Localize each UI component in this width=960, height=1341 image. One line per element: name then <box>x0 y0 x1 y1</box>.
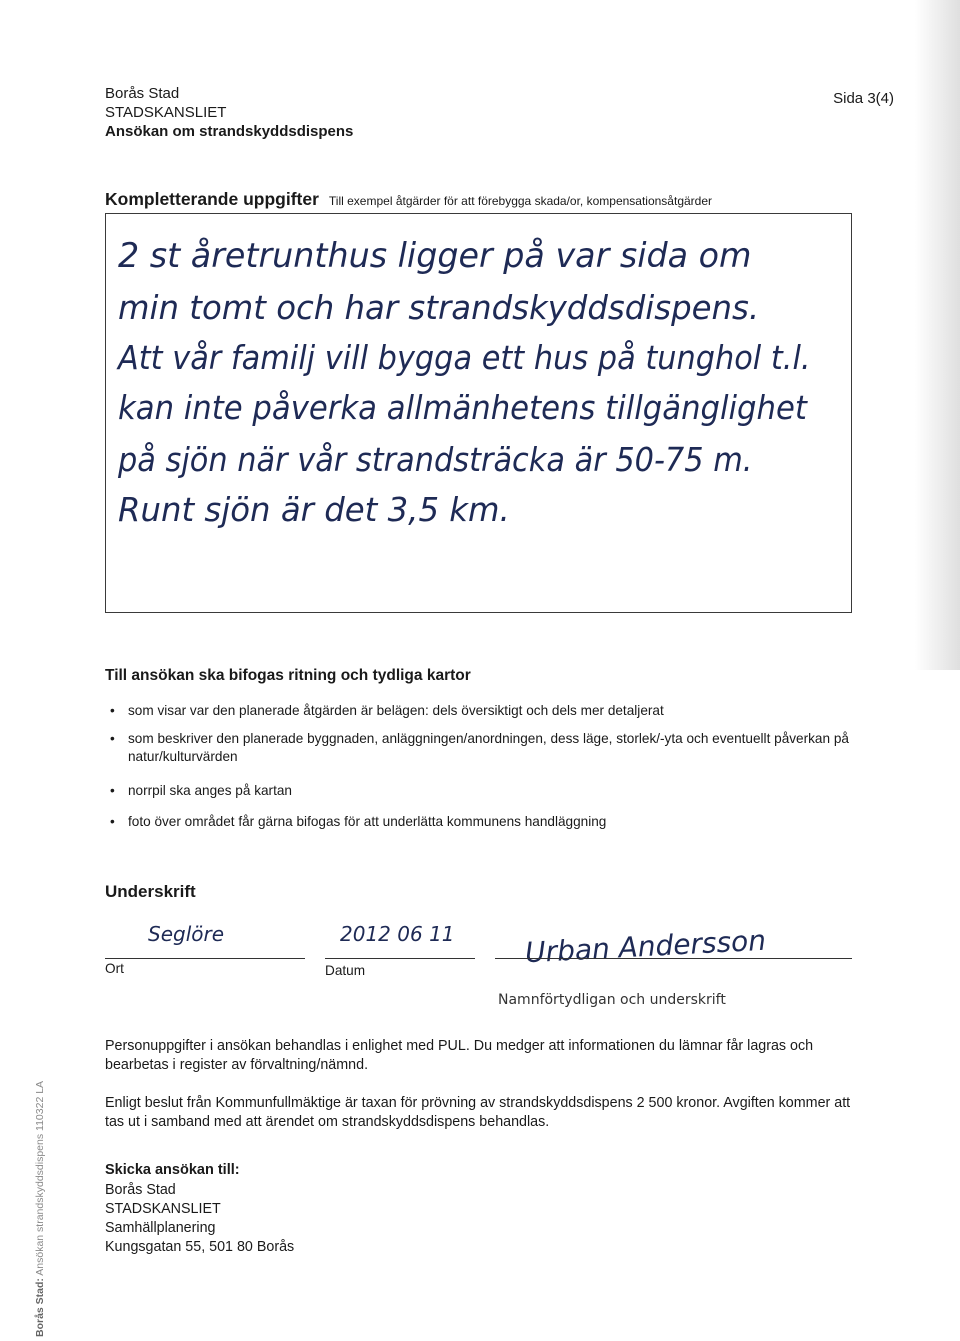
scan-shadow <box>915 0 960 670</box>
handwritten-line: min tomt och har strandskyddsdispens. <box>118 288 760 327</box>
header-dept: STADSKANSLIET <box>105 104 227 121</box>
address-line: Samhällplanering <box>105 1220 216 1236</box>
signature-title: Underskrift <box>105 882 196 901</box>
supplementary-title <box>105 189 712 210</box>
list-item: • norrpil ska anges på kartan <box>110 783 292 798</box>
fee-notice: Enligt beslut från Kommunfullmäktige är taxan för prövning av strandskyddsdispens 2 500 kronor. Avgiften kommer att tas ut i samband med att ärendet om strandskyddsdispens behandlas. <box>105 1095 851 1130</box>
date-field[interactable] <box>325 958 475 959</box>
date-label: Datum <box>325 963 366 978</box>
address-line: Borås Stad <box>105 1182 176 1198</box>
side-label: Borås Stad: Ansökan strandskyddsdispens 110322 LA <box>34 1080 46 1337</box>
address-line: STADSKANSLIET <box>105 1201 221 1217</box>
pul-notice: Personuppgifter i ansökan behandlas i enlighet med PUL. Du medger att informationen du lämnar får lagras och bearbetas i register av förvaltning/nämnd. <box>105 1038 814 1073</box>
signature-handwritten: Urban Andersson <box>524 923 767 970</box>
supplementary-heading: Kompletterande uppgifter <box>105 189 319 209</box>
attachments-title: Till ansökan ska bifogas ritning och tydliga kartor <box>105 667 471 684</box>
signature-field[interactable] <box>495 958 852 959</box>
address-line: Kungsgatan 55, 501 80 Borås <box>105 1239 295 1255</box>
handwritten-line: Att vår familj vill bygga ett hus på tunghol t.l. <box>118 338 811 377</box>
handwritten-line: Runt sjön är det 3,5 km. <box>118 490 510 529</box>
handwritten-line: på sjön när vår strandsträcka är 50-75 m. <box>118 440 753 479</box>
place-field[interactable] <box>105 958 305 959</box>
list-item: • foto över området får gärna bifogas för att underlätta kommunens handläggning <box>110 814 607 829</box>
list-item: • som beskriver den planerade byggnaden, anläggningen/anordningen, dess läge, storlek/-yta och eventuellt påverkan på natur/kulturvärden <box>110 731 849 764</box>
header-org: Borås Stad <box>105 85 180 102</box>
supplementary-hint: Till exempel åtgärder för att förebygga skada/or, kompensationsåtgärder <box>328 194 713 208</box>
place-label: Ort <box>105 961 124 976</box>
handwritten-line: kan inte påverka allmänhetens tillgänglighet <box>118 388 807 427</box>
date-handwritten: 2012 06 11 <box>340 922 455 946</box>
name-label: Namnförtydligan och underskrift <box>498 992 726 1008</box>
list-item: • som visar var den planerade åtgärden är belägen: dels översiktigt och dels mer detaljerat <box>110 703 664 718</box>
handwritten-line: 2 st åretrunthus ligger på var sida om <box>118 236 752 276</box>
page-number: Sida 3(4) <box>833 90 894 107</box>
send-to-title: Skicka ansökan till: <box>105 1162 240 1178</box>
place-handwritten: Seglöre <box>148 922 225 946</box>
header-doc-title: Ansökan om strandskyddsdispens <box>105 123 354 140</box>
